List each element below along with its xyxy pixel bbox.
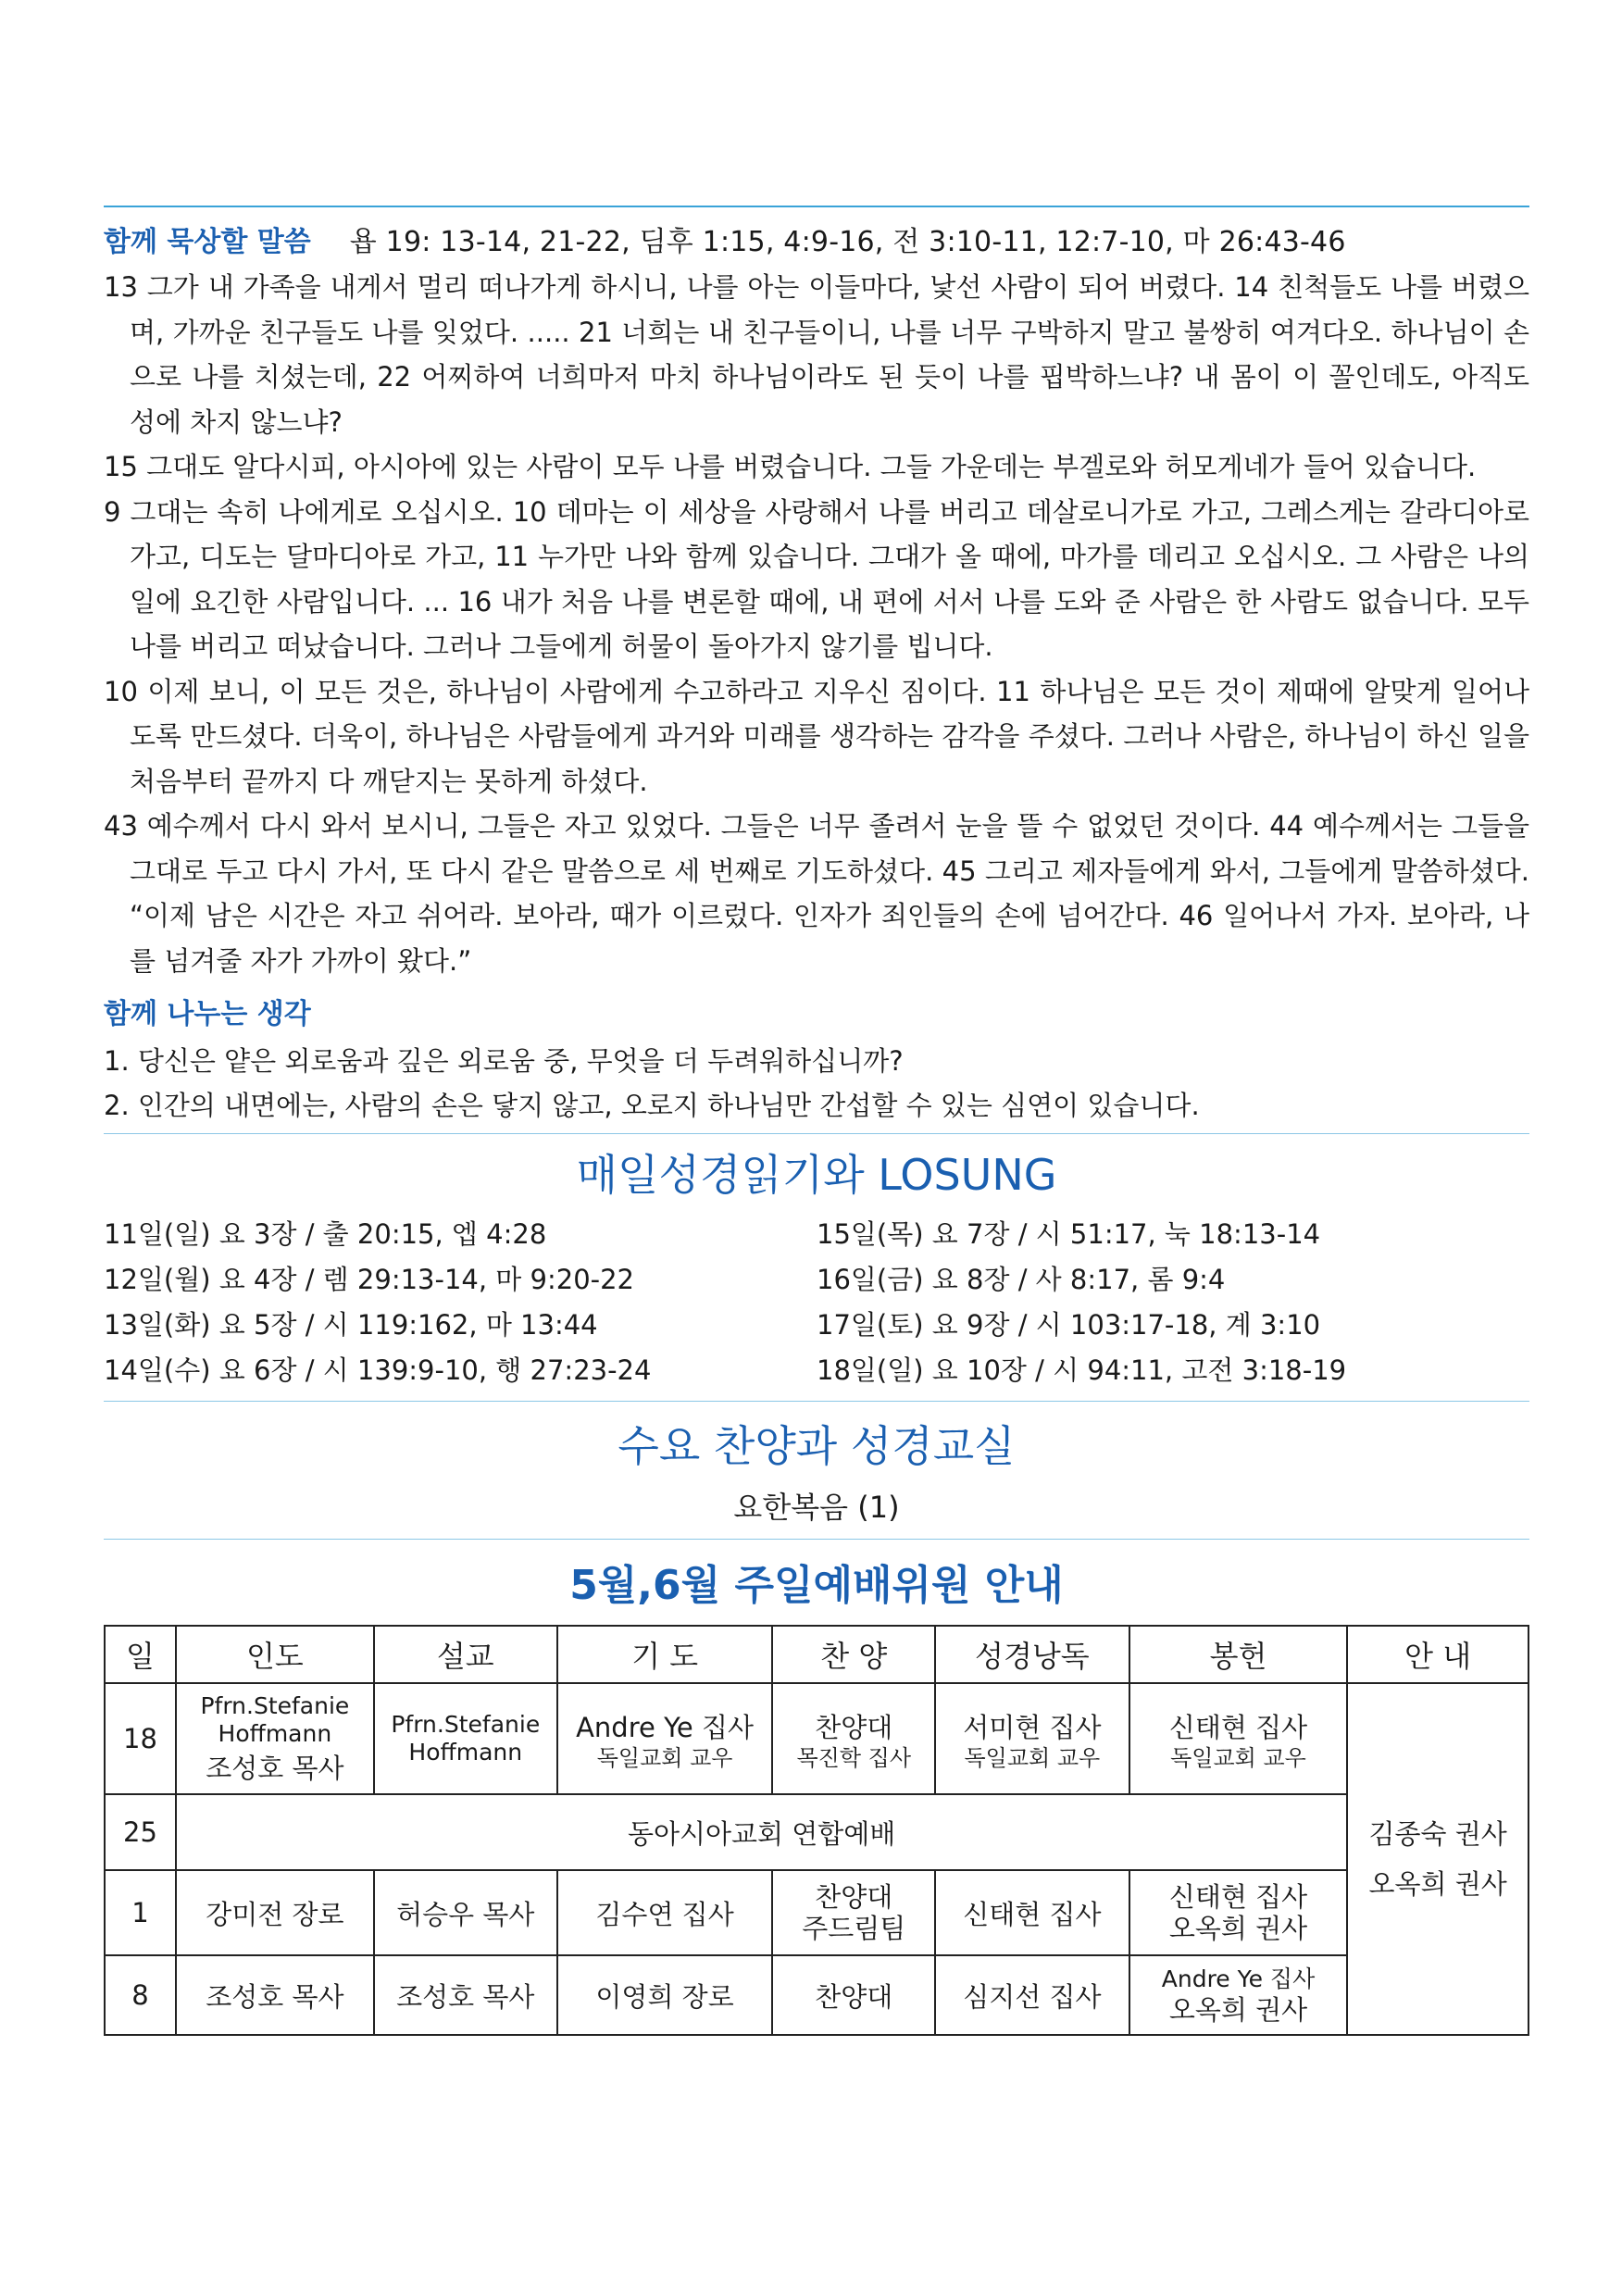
cell-line: 찬양대 [815, 1711, 893, 1743]
header-cell: 찬 양 [772, 1626, 935, 1683]
cell-line: 독일교회 교우 [964, 1744, 1101, 1771]
offering-cell [1129, 1955, 1348, 2035]
lead-cell: 강미전 장로 [176, 1870, 374, 1955]
roster-title: 5월,6월 주일예배위원 안내 [569, 1562, 1064, 1609]
day-cell: 8 [105, 1955, 176, 2035]
praise-cell [772, 1683, 935, 1794]
bulletin-page [104, 206, 1529, 2036]
reading-entry: 16일(금) 요 8장 / 사 8:17, 롬 9:4 [817, 1264, 1226, 1295]
section-divider [104, 1539, 1529, 1540]
cell-line: Andre Ye 집사 [576, 1711, 755, 1743]
cell-line: Andre Ye 집사 [1161, 1965, 1316, 1992]
roster-table [104, 1625, 1529, 2036]
table-row [105, 1955, 1528, 2035]
meditation-heading [104, 218, 1529, 259]
day-cell: 25 [105, 1794, 176, 1870]
day-cell: 1 [105, 1870, 176, 1955]
cell-line: 서미현 집사 [963, 1711, 1102, 1743]
cell-line: 주드림팀 [802, 1913, 906, 1944]
verse-paragraph: 10 이제 보니, 이 모든 것은, 하나님이 사람에게 수고하라고 지우신 짐이다. 11 하나님은 모든 것이 제때에 알맞게 일어나도록 만드셨다. 더욱이, 하나님은 사람들에게 과거와 미래를 생각하는 감각을 주셨다. 그러나 사람은, 하나님이 하신 일을 처음부터 끝까지 다 깨닫지는 못하게 하셨다. [104, 675, 1529, 797]
header-cell: 인도 [176, 1626, 374, 1683]
reading-cell [935, 1683, 1129, 1794]
table-row [105, 1794, 1528, 1870]
header-cell: 봉헌 [1129, 1626, 1348, 1683]
cell-line: 김종숙 권사 [1368, 1818, 1507, 1850]
verse-paragraph: 13 그가 내 가족을 내게서 멀리 떠나가게 하시니, 나를 아는 이들마다, 낯선 사람이 되어 버렸다. 14 친척들도 나를 버렸으며, 가까운 친구들도 나를 잊었다. ..... 21 너희는 내 친구들이니, 나를 너무 구박하지 말고 불쌍히 여겨다오. 하나님이 손으로 나를 치셨는데, 22 어찌하여 너희마저 마치 하나님이라도 된 듯이 나를 핍박하느냐? 내 몸이 이 꼴인데도, 아직도 성에 차지 않느냐? [104, 271, 1529, 438]
prayer-cell [557, 1683, 773, 1794]
sharing-title: 함께 나누는 생각 [104, 998, 311, 1030]
top-divider [104, 206, 1529, 207]
sharing-item: 2. 인간의 내면에는, 사람의 손은 닿지 않고, 오로지 하나님만 간섭할 수 있는 심연이 있습니다. [104, 1090, 1200, 1121]
offering-cell [1129, 1683, 1348, 1794]
joint-service-cell: 동아시아교회 연합예배 [176, 1794, 1347, 1870]
table-header-row [105, 1626, 1528, 1683]
table-row [105, 1870, 1528, 1955]
cell-line: Pfrn.Stefanie [200, 1691, 350, 1719]
section-divider [104, 1401, 1529, 1402]
praise-cell: 찬양대 [772, 1955, 935, 2035]
reading-cell: 신태현 집사 [935, 1870, 1129, 1955]
daily-reading-grid [104, 1212, 1529, 1393]
usher-cell [1347, 1683, 1528, 2035]
day-cell: 18 [105, 1683, 176, 1794]
wednesday-subtitle: 요한복음 (1) [733, 1490, 900, 1525]
cell-line: 조성호 목사 [206, 1752, 344, 1784]
section-divider [104, 1133, 1529, 1134]
reading-entry: 15일(목) 요 7장 / 시 51:17, 눅 18:13-14 [817, 1218, 1321, 1250]
cell-line: 오옥희 권사 [1368, 1868, 1507, 1900]
sermon-cell: 조성호 목사 [374, 1955, 557, 2035]
reading-entry: 17일(토) 요 9장 / 시 103:17-18, 계 3:10 [817, 1309, 1321, 1341]
reading-entry: 14일(수) 요 6장 / 시 139:9-10, 행 27:23-24 [104, 1354, 652, 1386]
sermon-cell [374, 1683, 557, 1794]
header-cell: 일 [105, 1626, 176, 1683]
sharing-item: 1. 당신은 얕은 외로움과 깊은 외로움 중, 무엇을 더 두려워하십니까? [104, 1045, 904, 1077]
scripture-passage [104, 265, 1529, 983]
header-cell: 안 내 [1347, 1626, 1528, 1683]
reading-entry: 13일(화) 요 5장 / 시 119:162, 마 13:44 [104, 1309, 598, 1341]
prayer-cell: 김수연 집사 [557, 1870, 773, 1955]
cell-line: Hoffmann [408, 1739, 523, 1766]
cell-line: 찬양대 [815, 1881, 893, 1913]
reading-cell: 심지선 집사 [935, 1955, 1129, 2035]
cell-line: 목진학 집사 [796, 1744, 912, 1771]
meditation-label: 함께 묵상할 말씀 [104, 226, 311, 258]
cell-line: 독일교회 교우 [1170, 1744, 1306, 1771]
cell-line: Hoffmann [218, 1719, 332, 1747]
verse-paragraph: 43 예수께서 다시 와서 보시니, 그들은 자고 있었다. 그들은 너무 졸려서 눈을 뜰 수 없었던 것이다. 44 예수께서는 그들을 그대로 두고 다시 가서, 또 다시 같은 말씀으로 세 번째로 기도하셨다. 45 그리고 제자들에게 와서, 그들에게 말씀하셨다. “이제 남은 시간은 자고 쉬어라. 보아라, 때가 이르렀다. 인자가 죄인들의 손에 넘어간다. 46 일어나서 가자. 보아라, 나를 넘겨줄 자가 가까이 왔다.” [104, 810, 1529, 977]
reading-entry: 11일(일) 요 3장 / 출 20:15, 엡 4:28 [104, 1218, 547, 1250]
header-cell: 설교 [374, 1626, 557, 1683]
lead-cell [176, 1683, 374, 1794]
wednesday-title: 수요 찬양과 성경교실 [618, 1421, 1016, 1471]
offering-cell [1129, 1870, 1348, 1955]
cell-line: 오옥희 권사 [1168, 1913, 1308, 1944]
cell-line: 신태현 집사 [1168, 1881, 1308, 1913]
reading-entry: 12일(월) 요 4장 / 렘 29:13-14, 마 9:20-22 [104, 1264, 635, 1295]
meditation-references: 욥 19: 13-14, 21-22, 딤후 1:15, 4:9-16, 전 3:10-11, 12:7-10, 마 26:43-46 [349, 226, 1346, 258]
daily-reading-title: 매일성경읽기와 LOSUNG [576, 1150, 1057, 1200]
sharing-list [104, 1039, 1529, 1128]
header-cell: 기 도 [557, 1626, 773, 1683]
verse-paragraph: 9 그대는 속히 나에게로 오십시오. 10 데마는 이 세상을 사랑해서 나를 버리고 데살로니가로 가고, 그레스게는 갈라디아로 가고, 디도는 달마디아로 가고, 11 누가만 나와 함께 있습니다. 그대가 올 때에, 마가를 데리고 오십시오. 그 사람은 나의 일에 요긴한 사람입니다. ... 16 내가 처음 나를 변론할 때에, 내 편에 서서 나를 도와 준 사람은 한 사람도 없습니다. 모두 나를 버리고 떠났습니다. 그러나 그들에게 허물이 돌아가지 않기를 빕니다. [104, 495, 1529, 662]
cell-line: 독일교회 교우 [596, 1744, 733, 1771]
prayer-cell: 이영희 장로 [557, 1955, 773, 2035]
reading-entry: 18일(일) 요 10장 / 시 94:11, 고전 3:18-19 [817, 1354, 1347, 1386]
cell-line: Pfrn.Stefanie [391, 1711, 541, 1738]
cell-line: 신태현 집사 [1168, 1711, 1308, 1743]
cell-line: 오옥희 권사 [1168, 1994, 1308, 2026]
lead-cell: 조성호 목사 [176, 1955, 374, 2035]
praise-cell [772, 1870, 935, 1955]
sermon-cell: 허승우 목사 [374, 1870, 557, 1955]
verse-paragraph: 15 그대도 알다시피, 아시아에 있는 사람이 모두 나를 버렸습니다. 그들 가운데는 부겔로와 허모게네가 들어 있습니다. [104, 451, 1477, 482]
header-cell: 성경낭독 [935, 1626, 1129, 1683]
table-row [105, 1683, 1528, 1794]
